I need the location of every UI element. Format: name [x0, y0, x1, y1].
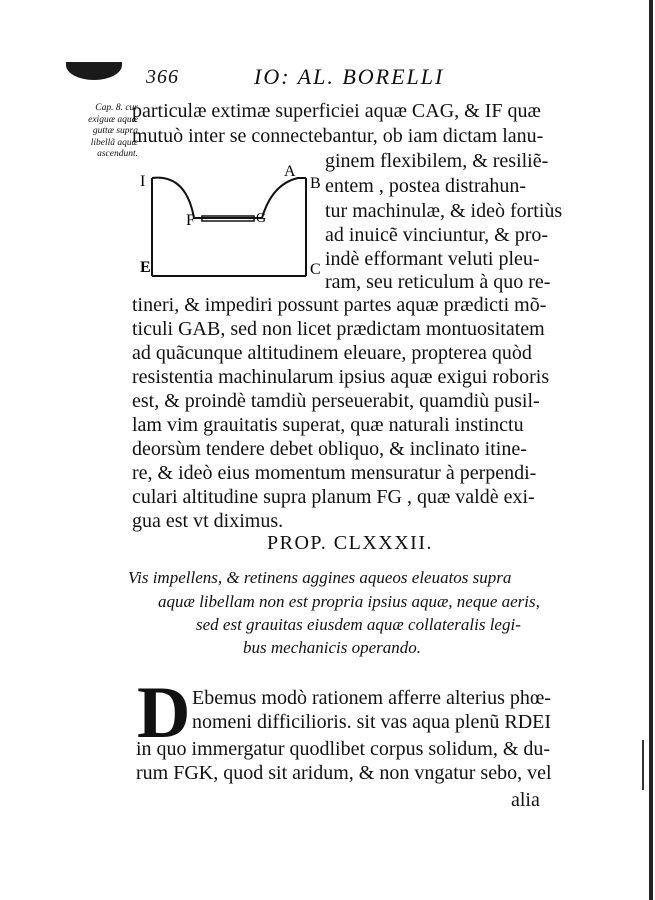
body-line: nomeni difficilioris. sit vas aqua plenũ RDEI [192, 711, 552, 733]
body-line: ad inuicẽ vinciuntur, & pro- [325, 224, 549, 246]
body-line: re, & ideò eius momentum mensuratur à perpendi- [132, 462, 537, 484]
body-line: rum FGK, quod sit aridum, & non vngatur sebo, vel [136, 762, 552, 784]
body-line: ginem flexibilem, & resiliẽ- [325, 150, 549, 172]
label-b: B [310, 175, 321, 192]
margin-note-line: guttæ supra [92, 126, 138, 136]
body-line: mutuò inter se connectebantur, ob iam dictam lanu- [132, 125, 544, 147]
body-line: particulæ extimæ superficiei aquæ CAG, & IF quæ [132, 100, 541, 122]
margin-note-line: ascendunt. [97, 149, 138, 159]
enunciation-line: Vis impellens, & retinens aggines aqueos eleuatos supra [128, 568, 512, 587]
vessel-diagram [138, 164, 328, 286]
body-line: indè efformant veluti pleu- [325, 248, 540, 270]
water-surface-curve [152, 178, 306, 218]
margin-note [50, 103, 138, 161]
page-number: 366 [146, 66, 179, 88]
body-line: Ebemus modò rationem afferre alterius phœ- [192, 687, 551, 709]
body-line: tur machinulæ, & ideò fortiùs [325, 200, 563, 222]
body-line: gua est vt diximus. [132, 510, 284, 532]
margin-note-line: Cap. 8. cur [95, 103, 138, 113]
ink-blot [66, 62, 122, 80]
body-line: est, & proindè tamdiù perseuerabit, quamdiù pusil- [132, 390, 540, 412]
proposition-heading: PROP. CLXXXII. [266, 532, 434, 554]
label-a: A [284, 164, 296, 180]
label-c: C [310, 261, 321, 278]
label-f: F [186, 212, 195, 229]
running-header [146, 62, 526, 92]
enunciation-line: bus mechanicis operando. [243, 638, 422, 657]
label-g: G [256, 211, 267, 226]
label-i: I [140, 173, 146, 190]
edge-marks [642, 740, 650, 790]
body-line: culari altitudine supra planum FG , quæ valdè exi- [132, 486, 535, 508]
body-line: deorsùm tendere debet obliquo, & inclinato itine- [132, 438, 527, 460]
body-line: ram, seu reticulum à quo re- [325, 271, 551, 293]
body-line: in quo immergatur quodlibet corpus solidum, & du- [136, 738, 551, 760]
margin-note-line: libellã aquæ [90, 137, 138, 148]
body-line: ad quãcunque altitudinem eleuare, propterea quòd [132, 342, 532, 364]
enunciation-line: sed est grauitas eiusdem aquæ collateralis legi- [196, 615, 521, 634]
enunciation-line: aquæ libellam non est propria ipsius aquæ, neque aeris, [158, 592, 540, 611]
body-line: resistentia machinularum ipsius aquæ exigui roboris [132, 366, 550, 388]
body-line: tineri, & impediri possunt partes aquæ prædicti mõ- [132, 294, 547, 316]
drop-cap: D [137, 672, 191, 754]
body-line: ticuli GAB, sed non licet prædictam montuositatem [132, 318, 545, 340]
label-e: E [140, 259, 151, 276]
body-line: entem , postea distrahun- [325, 175, 527, 197]
running-title: IO: AL. BORELLI [254, 64, 445, 89]
body-line: lam vim grauitatis superat, quæ naturali instinctu [132, 414, 524, 436]
margin-note-line: exiguæ aquæ [88, 114, 138, 125]
catchword: alia [511, 789, 540, 811]
